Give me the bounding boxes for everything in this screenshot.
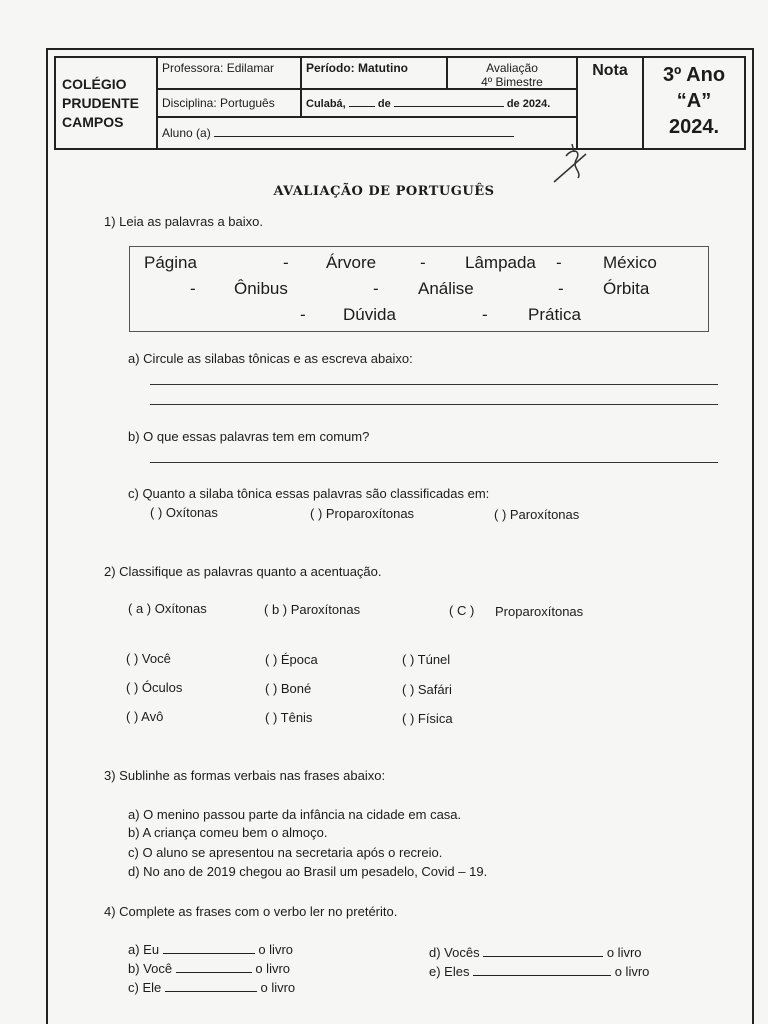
header-table [54,56,746,150]
q3-sentence-a[interactable]: a) O menino passou parte da infância na cidade em casa. [128,807,462,822]
word-onibus: Ônibus [234,279,288,298]
q2-item-tunel[interactable]: ( ) Túnel [402,652,451,667]
q4-item-c-label: c) Ele [128,980,162,995]
q4-item-d-label: d) Vocês [429,945,480,960]
word-separator: - [482,305,488,324]
q1b-prompt: b) O que essas palavras tem em comum? [128,429,370,444]
q4-blank-b[interactable] [176,962,252,973]
class-year-box [642,56,746,150]
q4-item-b [128,961,290,976]
q2-item-avo[interactable]: ( ) Avô [126,709,164,724]
q3-sentence-b[interactable]: b) A criança comeu bem o almoço. [128,825,328,840]
word-separator: - [420,253,426,272]
q2-legend-a: ( a ) Oxítonas [128,601,207,616]
q3-prompt: 3) Sublinhe as formas verbais nas frases abaixo: [104,768,386,783]
school-line-1: COLÉGIO [62,75,127,92]
q3-sentence-d[interactable]: d) No ano de 2019 chegou ao Brasil um pesadelo, Covid – 19. [128,864,488,879]
date-field[interactable] [300,88,578,118]
q4-blank-c[interactable] [165,981,257,992]
q4-suffix: o livro [260,980,296,995]
word-box [129,246,709,332]
school-name [54,56,158,150]
q1a-prompt: a) Circule as silabas tônicas e as escreva abaixo: [128,351,413,366]
page-frame-top [46,48,754,50]
q4-suffix: o livro [258,942,294,957]
word-separator: - [283,253,289,272]
word-orbita: Órbita [603,279,650,298]
word-pratica: Prática [528,305,581,324]
de-label: de [377,98,391,110]
page-title: AVALIAÇÃO DE PORTUGUÊS [273,184,495,199]
q4-item-b-label: b) Você [128,961,173,976]
q1c-option-paroxitonas[interactable]: ( ) Paroxítonas [494,507,580,522]
professor-label: Professora: Edilamar [156,56,302,90]
word-mexico: México [603,253,657,272]
q4-prompt: 4) Complete as frases com o verbo ler no pretérito. [104,904,398,919]
word-analise: Análise [418,279,474,298]
q4-blank-e[interactable] [473,965,611,976]
word-separator: - [190,279,196,298]
word-separator: - [300,305,306,324]
q2-prompt: 2) Classifique as palavras quanto a acentuação. [104,564,382,579]
q2-item-fisica[interactable]: ( ) Física [402,711,453,726]
q1c-option-proparoxitonas[interactable]: ( ) Proparoxítonas [310,506,415,521]
student-label: Aluno (a) [162,126,211,140]
q1-prompt: 1) Leia as palavras a baixo. [104,214,263,229]
signature-mark [552,142,592,186]
q2-item-tenis[interactable]: ( ) Tênis [265,710,313,725]
q1a-answer-line-2[interactable] [150,404,718,405]
month-blank[interactable] [394,96,504,107]
q4-item-a-label: a) Eu [128,942,160,957]
city-label: Culabá, [306,98,346,110]
word-separator: - [558,279,564,298]
day-blank[interactable] [349,96,375,107]
subject-label: Disciplina: Português [156,88,302,118]
word-lampada: Lâmpada [465,253,536,272]
grade-box[interactable] [576,56,644,150]
q4-suffix: o livro [606,945,642,960]
class-year-number: 2024. [668,116,720,138]
bimester-label: 4º Bimestre [481,75,543,89]
q2-item-voce[interactable]: ( ) Você [126,651,171,666]
q4-suffix: o livro [614,964,650,979]
word-separator: - [556,253,562,272]
class-section: “A” [676,90,712,112]
class-year: 3º Ano [662,64,726,86]
q4-item-d [429,945,642,960]
school-line-3: CAMPOS [62,113,124,130]
q4-blank-d[interactable] [483,946,603,957]
q3-sentence-c[interactable]: c) O aluno se apresentou na secretaria após o recreio. [128,845,443,860]
word-arvore: Árvore [326,253,377,272]
q4-item-e-label: e) Eles [429,964,470,979]
q4-blank-a[interactable] [163,943,255,954]
q4-item-e [429,964,649,979]
student-name-blank[interactable] [214,126,514,137]
period-label: Período: Matutino [300,56,448,90]
word-pagina: Página [144,253,197,272]
student-field[interactable] [156,116,578,150]
year-label: de 2024. [506,98,551,110]
q4-item-a [128,942,293,957]
q1c-option-oxitonas[interactable]: ( ) Oxítonas [150,505,218,520]
school-line-2: PRUDENTE [62,94,140,111]
grade-label: Nota [592,62,628,79]
q2-item-safari[interactable]: ( ) Safári [402,682,452,697]
q1c-prompt: c) Quanto a silaba tônica essas palavras são classificadas em: [128,486,490,501]
q2-legend-c: ( C ) [449,603,475,618]
word-separator: - [373,279,379,298]
word-duvida: Dúvida [343,305,396,324]
q2-item-bone[interactable]: ( ) Boné [265,681,312,696]
q2-item-epoca[interactable]: ( ) Época [265,652,318,667]
assessment-label [446,56,578,90]
q2-legend-b: ( b ) Paroxítonas [264,602,361,617]
q4-item-c [128,980,295,995]
q1b-answer-line[interactable] [150,462,718,463]
q2-legend-c-label: Proparoxítonas [495,604,584,619]
q2-item-oculos[interactable]: ( ) Óculos [126,680,183,695]
assessment-title: Avaliação [486,61,538,75]
q4-suffix: o livro [255,961,291,976]
q1a-answer-line-1[interactable] [150,384,718,385]
